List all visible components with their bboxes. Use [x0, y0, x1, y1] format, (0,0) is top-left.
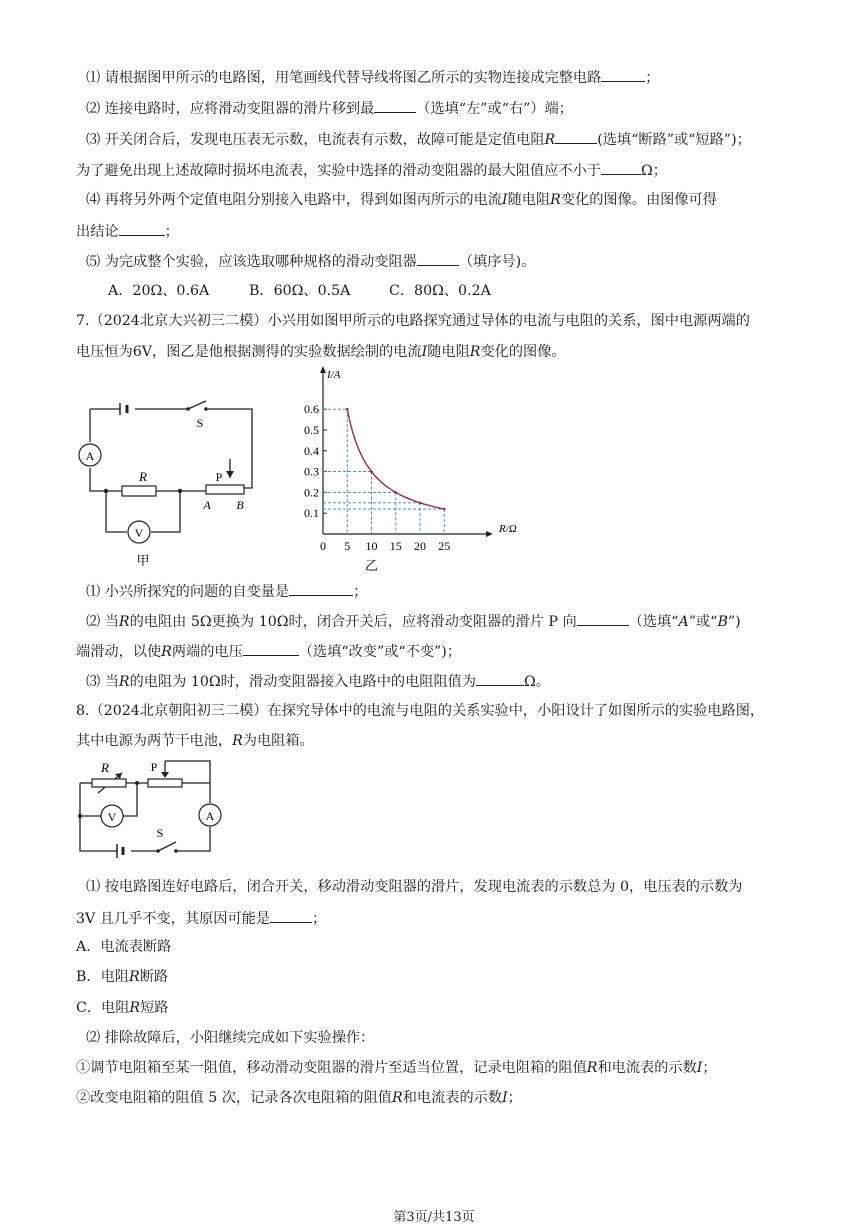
switch-label: S: [156, 826, 164, 840]
answer-blank[interactable]: [417, 250, 459, 266]
ammeter-label: A: [205, 809, 215, 823]
y-tick-label: 0.5: [304, 423, 319, 437]
q6-part4: ⑷ 再将另外两个定值电阻分别接入电路中，得到如图丙所示的电流I随电阻R变化的图像。由图像可得: [86, 192, 717, 208]
figure-caption-yi: 乙: [364, 558, 379, 573]
y-axis-label: I/A: [327, 369, 341, 381]
q6-part3: ⑶ 开关闭合后，发现电压表无示数，电流表有示数，故障可能是定值电阻R (选填“断路”或“短路”)；: [86, 128, 751, 150]
y-tick-label: 0.2: [304, 485, 319, 500]
q8-part1: ⑴ 按电路图连好电路后，闭合开关，移动滑动变阻器的滑片，发现电流表的示数总为 0，电压表的示数为: [86, 879, 743, 895]
answer-blank[interactable]: [577, 610, 629, 626]
data-point: [370, 470, 373, 473]
x-tick-label: 5: [344, 539, 351, 553]
q8-heading: 8.（2024北京朝阳初三二模）在探究导体中的电流与电阻的关系实验中，小阳设计了如图所示的实验电路图，: [76, 703, 765, 719]
q6-part3-cont: 为了避免出现上述故障时损坏电流表，实验中选择的滑动变阻器的最大阻值应不小于 Ω；: [76, 159, 667, 181]
x-tick-label: 0: [320, 539, 326, 553]
q7-part3: ⑶ 当R的电阻为 10Ω时，滑动变阻器接入电路中的电阻阻值为 Ω。: [86, 670, 550, 692]
answer-blank[interactable]: [243, 640, 299, 656]
y-tick-label: 0.1: [304, 506, 319, 521]
q6-option-b: B．60Ω、0.5A: [249, 283, 351, 299]
end-b-label: B: [236, 498, 244, 512]
y-tick-label: 0.6: [304, 402, 319, 417]
q6-part1: ⑴ 请根据图甲所示的电路图，用笔画线代替导线将图乙所示的实物连接成完整电路 ；: [86, 66, 659, 88]
x-tick-label: 15: [389, 539, 402, 553]
q8-step2: ②改变电阻箱的阻值 5 次，记录各次电阻箱的阻值R和电流表的示数I；: [76, 1090, 522, 1106]
x-tick-label: 20: [414, 539, 426, 553]
answer-blank[interactable]: [555, 128, 597, 144]
data-point: [443, 508, 446, 511]
data-point: [419, 502, 422, 505]
q8-step1: ①调节电阻箱至某一阻值，移动滑动变阻器的滑片至适当位置，记录电阻箱的阻值R和电流表的示数I；: [76, 1060, 717, 1076]
q8-part2: ⑵ 排除故障后，小阳继续完成如下实验操作：: [86, 1030, 375, 1046]
q6-part5: ⑸ 为完成整个实验，应该选取哪种规格的滑动变阻器 （填序号)。: [86, 250, 535, 272]
current-resistance-chart: [290, 362, 530, 577]
answer-blank[interactable]: [374, 97, 416, 113]
data-point: [346, 408, 349, 411]
q6-option-a: A．20Ω、0.6A: [108, 283, 210, 299]
q8-part1-cont: 3V 且几乎不变，其原因可能是 ；: [76, 907, 326, 929]
q8-option-a: A．电流表断路: [76, 939, 172, 955]
q7-heading-cont: 电压恒为6V，图乙是他根据测得的实验数据绘制的电流I随电阻R变化的图像。: [76, 344, 566, 360]
answer-blank[interactable]: [601, 159, 641, 175]
circuit-diagram-jia: [76, 395, 266, 570]
x-axis-label: R/Ω: [499, 523, 517, 535]
q7-part2-cont: 端滑动，以使R两端的电压 （选填“改变”或“不变”)；: [76, 640, 461, 662]
answer-blank[interactable]: [270, 907, 312, 923]
slider-label: P: [215, 470, 223, 484]
answer-blank[interactable]: [601, 66, 645, 82]
q7-heading: 7.（2024北京大兴初三二模）小兴用如图甲所示的电路探究通过导体的电流与电阻的关系，图中电源两端的: [76, 313, 750, 329]
switch-label: S: [196, 416, 204, 430]
q8-option-b: B．电阻R断路: [76, 969, 169, 985]
q6-part4-cont: 出结论 ；: [76, 220, 179, 242]
y-tick-label: 0.3: [304, 464, 319, 479]
ammeter-label: A: [85, 449, 95, 463]
figure-caption-jia: 甲: [136, 553, 150, 568]
resistor-label: R: [139, 469, 147, 484]
resistor-box-label: R: [101, 760, 109, 775]
circuit-diagram-q8: [76, 755, 246, 867]
q6-part2: ⑵ 连接电路时，应将滑动变阻器的滑片移到最 （选填“左”或“右”）端；: [86, 97, 573, 119]
voltmeter-label: V: [134, 526, 144, 540]
answer-blank[interactable]: [476, 670, 524, 686]
y-tick-label: 0.4: [304, 443, 319, 458]
x-tick-label: 10: [365, 539, 378, 553]
x-tick-label: 25: [438, 539, 451, 553]
answer-blank[interactable]: [119, 220, 165, 236]
q7-part2: ⑵ 当R的电阻由 5Ω更换为 10Ω时，闭合开关后，应将滑动变阻器的滑片 P 向 （选填“A”或“B”): [86, 610, 741, 632]
y-axis-arrow: [320, 366, 326, 373]
q7-part1: ⑴ 小兴所探究的问题的自变量是 ；: [86, 580, 367, 602]
q8-heading-cont: 其中电源为两节干电池，R为电阻箱。: [76, 733, 314, 749]
slider-label: P: [150, 760, 158, 774]
page-footer: 第3页/共13页: [393, 1210, 475, 1225]
answer-blank[interactable]: [289, 580, 353, 596]
end-a-label: A: [203, 498, 211, 512]
q8-option-c: C．电阻R短路: [76, 1000, 169, 1016]
q6-option-c: C．80Ω、0.2A: [389, 283, 491, 299]
voltmeter-label: V: [107, 810, 117, 824]
x-axis-arrow: [486, 531, 493, 537]
data-point: [394, 491, 397, 494]
